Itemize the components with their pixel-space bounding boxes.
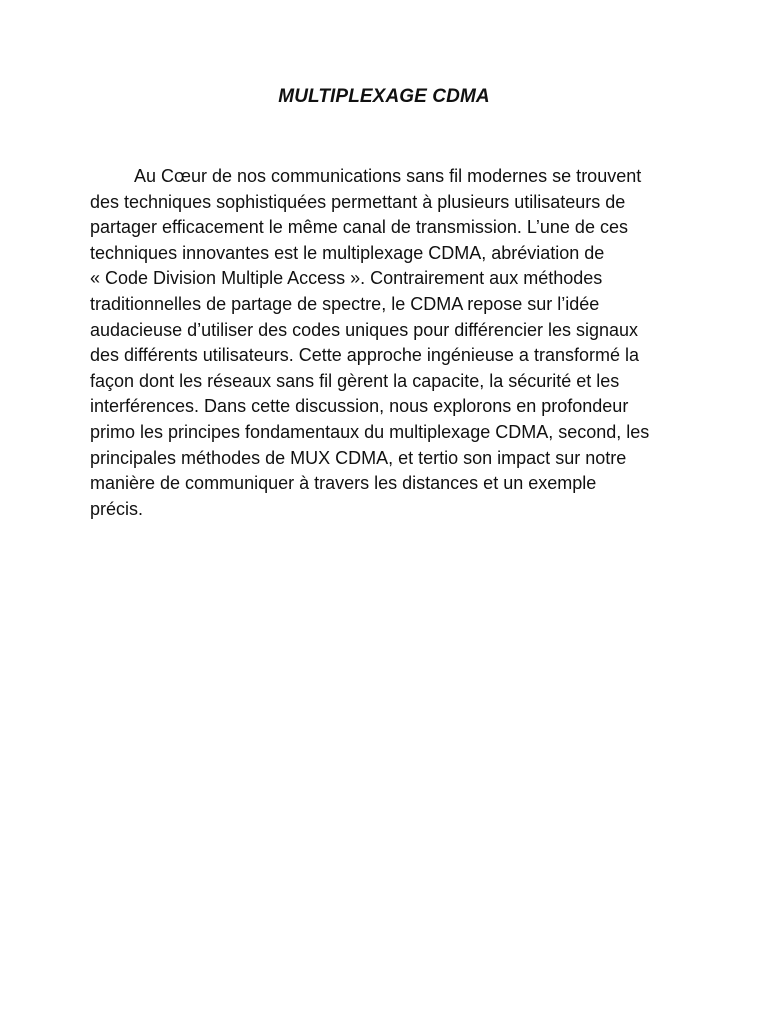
paragraph-line: primo les principes fondamentaux du multiplexage CDMA, second, les (90, 421, 650, 442)
paragraph-line: interférences. Dans cette discussion, nous explorons en profondeur (90, 396, 629, 417)
paragraph-line: « Code Division Multiple Access ». Contrairement aux méthodes (90, 268, 603, 289)
paragraph-line: des techniques sophistiquées permettant à plusieurs utilisateurs de (90, 191, 626, 212)
intro-paragraph (90, 164, 690, 522)
paragraph-line: partager efficacement le même canal de transmission. L’une de ces (90, 217, 628, 238)
paragraph-line: traditionnelles de partage de spectre, le CDMA repose sur l’idée (90, 293, 600, 314)
paragraph-line: façon dont les réseaux sans fil gèrent la capacite, la sécurité et les (90, 370, 620, 391)
paragraph-line: techniques innovantes est le multiplexage CDMA, abréviation de (90, 242, 605, 263)
paragraph-line: principales méthodes de MUX CDMA, et tertio son impact sur notre (90, 447, 627, 468)
paragraph-line: manière de communiquer à travers les distances et un exemple (90, 473, 597, 494)
document-title: MULTIPLEXAGE CDMA (278, 86, 490, 107)
paragraph-line: Au Cœur de nos communications sans fil modernes se trouvent (134, 166, 642, 186)
paragraph-line: des différents utilisateurs. Cette approche ingénieuse a transformé la (90, 345, 639, 366)
paragraph-line: audacieuse d’utiliser des codes uniques pour différencier les signaux (90, 319, 639, 340)
paragraph-line: précis. (90, 498, 144, 519)
